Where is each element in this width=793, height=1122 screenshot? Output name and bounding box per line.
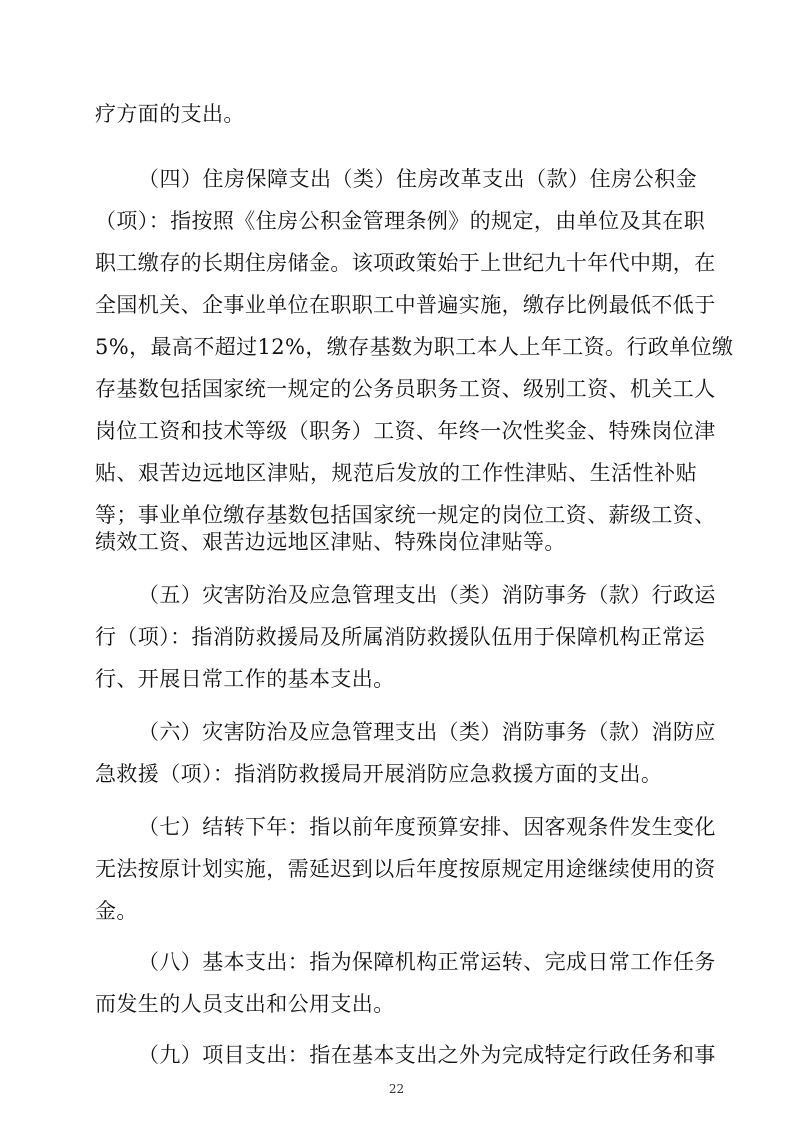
text-line: 5%，最高不超过12%，缴存基数为职工本人上年工资。行政单位缴 [95,335,734,359]
text-line: 等；事业单位缴存基数包括国家统一规定的岗位工资、薪级工资、 [95,503,716,527]
text-line: 存基数包括国家统一规定的公务员职务工资、级别工资、机关工人 [95,377,716,401]
text-line: （九）项目支出：指在基本支出之外为完成特定行政任务和事 [138,1043,716,1067]
text-line: （五）灾害防治及应急管理支出（类）消防事务（款）行政运 [138,583,716,607]
text-line: （七）结转下年：指以前年度预算安排、因客观条件发生变化 [138,815,716,839]
text-line: 无法按原计划实施，需延迟到以后年度按原规定用途继续使用的资 [95,857,716,881]
text-line: （六）灾害防治及应急管理支出（类）消防事务（款）消防应 [138,720,716,744]
text-line: 行、开展日常工作的基本支出。 [95,667,395,691]
text-line: 金。 [95,899,138,923]
text-line: 绩效工资、艰苦边远地区津贴、特殊岗位津贴等。 [95,530,566,554]
text-line: （四）住房保障支出（类）住房改革支出（款）住房公积金 [138,167,697,191]
page-number: 22 [388,1082,405,1096]
text-line: 行（项）：指消防救援局及所属消防救援队伍用于保障机构正常运 [95,625,706,649]
text-line: （八）基本支出：指为保障机构正常运转、完成日常工作任务 [138,950,716,974]
text-line: 全国机关、企事业单位在职职工中普遍实施，缴存比例最低不低于 [95,293,716,317]
text-line: （项）：指按照《住房公积金管理条例》的规定，由单位及其在职 [95,209,706,233]
text-line: 岗位工资和技术等级（职务）工资、年终一次性奖金、特殊岗位津 [95,419,716,443]
text-line: 职工缴存的长期住房储金。该项政策始于上世纪九十年代中期，在 [95,251,716,275]
text-line: 贴、艰苦边远地区津贴，规范后发放的工作性津贴、生活性补贴 [95,461,697,485]
text-line: 疗方面的支出。 [95,102,245,126]
text-line: 而发生的人员支出和公用支出。 [95,992,395,1016]
text-line: 急救援（项）：指消防救援局开展消防应急救援方面的支出。 [95,762,663,786]
